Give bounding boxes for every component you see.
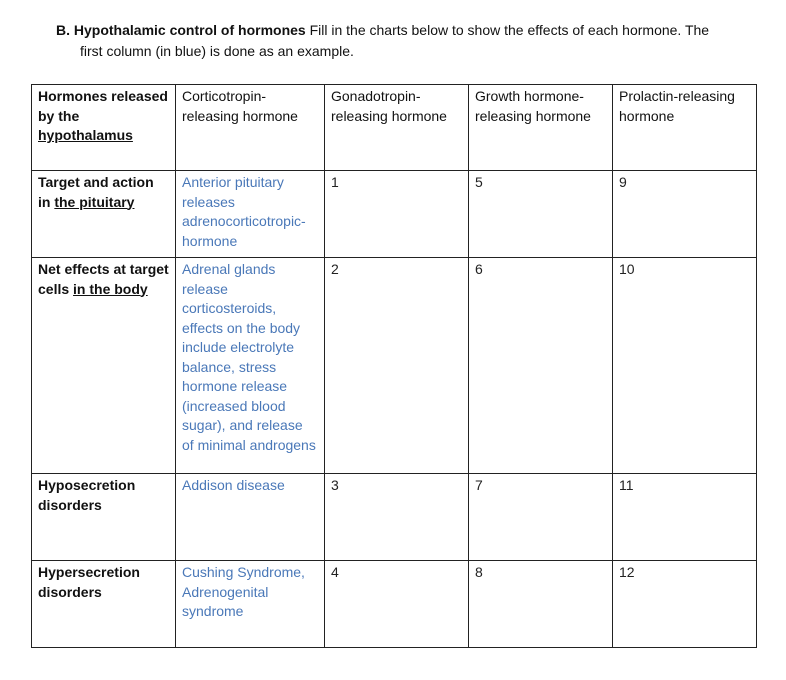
table-row-hormones [32, 85, 757, 171]
hormone-effects-table [31, 84, 757, 648]
answer-cell-3[interactable]: 3 [325, 474, 469, 561]
answer-cell-12[interactable]: 12 [613, 561, 757, 648]
row-header-target: Target and action in the pituitary [32, 171, 176, 258]
answer-cell-9[interactable]: 9 [613, 171, 757, 258]
answer-cell-11[interactable]: 11 [613, 474, 757, 561]
row-header-hyposecretion: Hyposecretion disorders [32, 474, 176, 561]
instructions-block [56, 20, 756, 62]
section-label: B. [56, 22, 70, 38]
hormone-prolactin: Prolactin-releasing hormone [613, 85, 757, 171]
section-title: Hypothalamic control of hormones [73, 22, 306, 38]
answer-cell-10[interactable]: 10 [613, 258, 757, 474]
answer-cell-5[interactable]: 5 [469, 171, 613, 258]
instructions-text-line2: first column (in blue) is done as an example. [80, 43, 354, 59]
table-row-hypersecretion [32, 561, 757, 648]
hormone-gonadotropin: Gonadotropin-releasing hormone [325, 85, 469, 171]
instructions-text-line1: Fill in the charts below to show the effects of each hormone. The [309, 22, 710, 38]
table-row-target [32, 171, 757, 258]
answer-cell-2[interactable]: 2 [325, 258, 469, 474]
hormone-corticotropin: Corticotropin-releasing hormone [176, 85, 325, 171]
row-header-net-effects: Net effects at target cells in the body [32, 258, 176, 474]
table-row-hyposecretion [32, 474, 757, 561]
table-row-net-effects [32, 258, 757, 474]
hormone-growth: Growth hormone-releasing hormone [469, 85, 613, 171]
answer-cell-4[interactable]: 4 [325, 561, 469, 648]
answer-cell-6[interactable]: 6 [469, 258, 613, 474]
row-header-hormones: Hormones released by the hypothalamus [32, 85, 176, 171]
example-hyposecretion: Addison disease [176, 474, 325, 561]
example-hypersecretion: Cushing Syndrome, Adrenogenital syndrome [176, 561, 325, 648]
row-header-hypersecretion: Hypersecretion disorders [32, 561, 176, 648]
answer-cell-7[interactable]: 7 [469, 474, 613, 561]
example-target: Anterior pituitary releases adrenocorticotropic-hormone [176, 171, 325, 258]
answer-cell-8[interactable]: 8 [469, 561, 613, 648]
example-net-effects: Adrenal glands release corticosteroids, effects on the body include electrolyte balance, stress hormone release (increased blood sugar), and release of minimal androgens [176, 258, 325, 474]
answer-cell-1[interactable]: 1 [325, 171, 469, 258]
